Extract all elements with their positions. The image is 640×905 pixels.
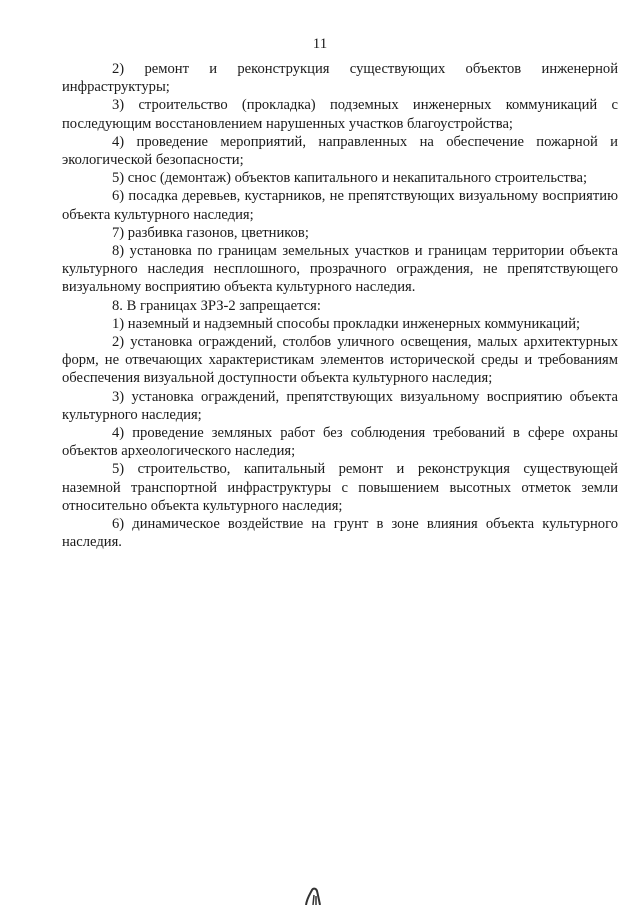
section-heading-zrz2: 8. В границах ЗРЗ-2 запрещается: (112, 297, 321, 314)
paragraph-item-8-fencing: 8) установка по границам земельных участков и границам территории объекта культурного наследия несплошного, прозрачного ограждения, не препятствующего визуальному восприятию объекта культурного наследия. (62, 243, 618, 296)
paragraph-item-3-construction: 3) строительство (прокладка) подземных инженерных коммуникаций с последующим восстановлением нарушенных участков благоустройства; (62, 97, 618, 132)
document-body (62, 60, 618, 551)
page-number: 11 (312, 36, 328, 52)
prohibited-item-4: 4) проведение земляных работ без соблюдения требований в сфере охраны объектов археологического наследия; (62, 425, 618, 460)
prohibited-item-5: 5) строительство, капитальный ремонт и реконструкция существующей наземной транспортной инфраструктуры с повышением высотных отметок земли относительно объекта культурного наследия; (62, 461, 618, 514)
prohibited-item-2: 2) установка ограждений, столбов уличного освещения, малых архитектурных форм, не отвечающих характеристикам элементов исторической среды и требованиям обеспечения визуальной доступности объекта культурного наследия; (62, 334, 618, 387)
paragraph-item-4-safety: 4) проведение мероприятий, направленных на обеспечение пожарной и экологической безопасности; (62, 133, 618, 169)
prohibited-item-6: 6) динамическое воздействие на грунт в зоне влияния объекта культурного наследия. (62, 516, 618, 551)
prohibited-item-3: 3) установка ограждений, препятствующих визуальному восприятию объекта культурного наследия; (62, 388, 618, 423)
paragraph-item-7-lawns: 7) разбивка газонов, цветников; (112, 224, 309, 241)
prohibited-item-1: 1) наземный и надземный способы прокладки инженерных коммуникаций; (112, 315, 581, 332)
paragraph-item-6-planting: 6) посадка деревьев, кустарников, не препятствующих визуальному восприятию объекта культурного наследия; (62, 188, 618, 223)
paragraph-item-2-repair: 2) ремонт и реконструкция существующих объектов инженерной инфраструктуры; (62, 61, 618, 96)
scan-edge-mark (300, 880, 330, 905)
paragraph-item-5-demolition: 5) снос (демонтаж) объектов капитального и некапитального строительства; (112, 170, 588, 187)
